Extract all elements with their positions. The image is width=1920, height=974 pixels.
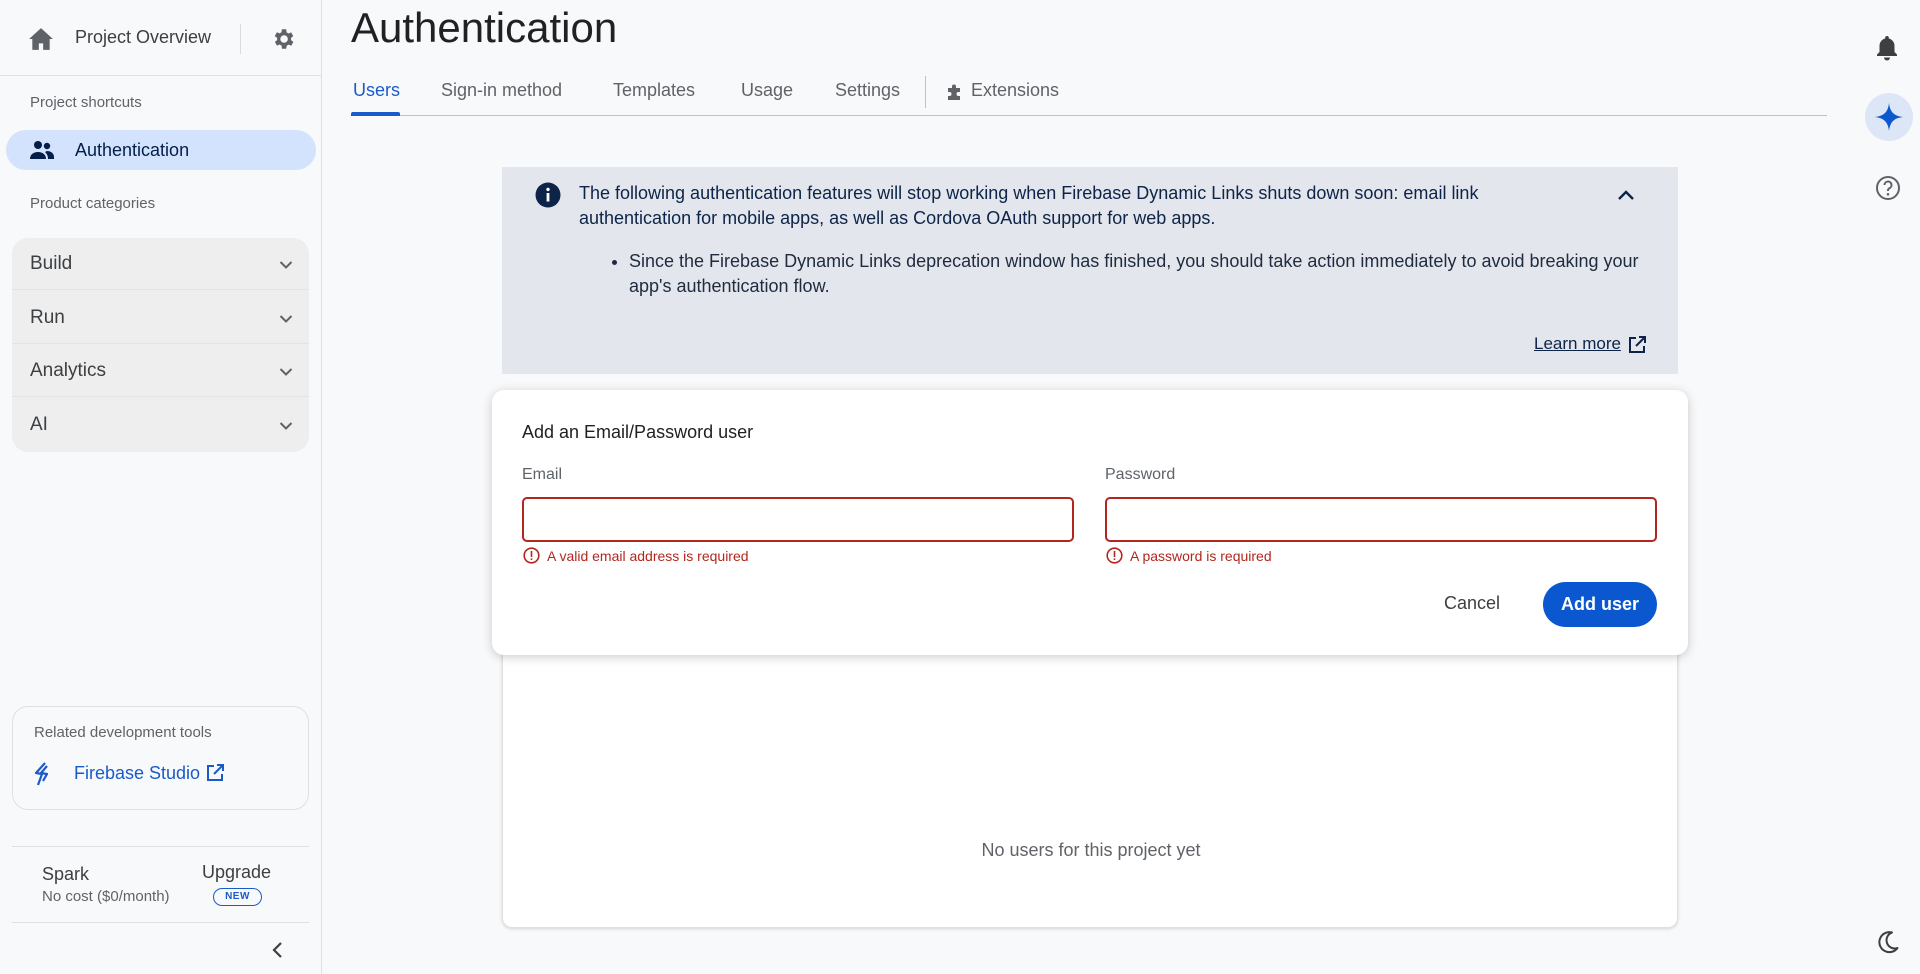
category-run[interactable]	[12, 292, 309, 344]
plan-cost: No cost ($0/month)	[42, 888, 170, 905]
tab-templates[interactable]: Templates	[613, 80, 696, 100]
tab-settings[interactable]: Settings	[835, 80, 901, 100]
tab-usage[interactable]: Usage	[741, 80, 794, 100]
tab-extensions[interactable]: Extensions	[971, 80, 1060, 100]
email-error: A valid email address is required	[547, 548, 749, 564]
chevron-down-icon	[279, 421, 293, 431]
firebase-studio-icon	[31, 761, 55, 787]
category-label: Build	[30, 253, 73, 274]
sparkle-icon[interactable]	[1873, 101, 1905, 133]
error-icon	[1106, 547, 1123, 564]
gear-icon[interactable]	[270, 26, 296, 52]
dialog-title: Add an Email/Password user	[522, 422, 754, 442]
email-label: Email	[522, 466, 563, 483]
chevron-up-icon[interactable]	[1617, 189, 1635, 201]
password-field[interactable]	[1105, 497, 1657, 542]
footer-divider	[12, 922, 309, 923]
tab-separator	[925, 76, 926, 108]
empty-state-message: No users for this project yet	[981, 840, 1201, 860]
info-icon	[535, 182, 561, 208]
category-ai[interactable]	[12, 399, 309, 451]
external-link-icon[interactable]	[1628, 336, 1646, 354]
tab-users[interactable]: Users	[353, 80, 401, 100]
cancel-button[interactable]: Cancel	[1427, 583, 1517, 623]
firebase-studio-link[interactable]: Firebase Studio	[74, 763, 201, 783]
category-label: Analytics	[30, 360, 107, 381]
moon-icon[interactable]	[1875, 929, 1901, 955]
error-icon	[523, 547, 540, 564]
add-user-button[interactable]: Add user	[1543, 582, 1657, 627]
tab-sign-in-method[interactable]: Sign-in method	[441, 80, 563, 100]
learn-more-link[interactable]: Learn more	[1534, 334, 1621, 353]
product-categories-label: Product categories	[30, 195, 156, 212]
password-label: Password	[1105, 466, 1176, 483]
related-tools-label: Related development tools	[34, 724, 212, 741]
tab-bar	[351, 76, 1827, 116]
category-build[interactable]	[12, 238, 309, 290]
project-header	[0, 0, 322, 76]
email-field[interactable]	[522, 497, 1074, 542]
plan-name: Spark	[42, 864, 90, 884]
plan-divider	[12, 846, 309, 847]
banner-bullet: • Since the Firebase Dynamic Links deprecation window has finished, you should take action immediately to avoid breaking your app's authentication flow.	[629, 249, 1659, 299]
bell-icon[interactable]	[1874, 33, 1900, 61]
category-label: AI	[30, 414, 48, 435]
project-overview-link[interactable]: Project Overview	[75, 27, 212, 47]
extensions-icon	[945, 82, 965, 102]
chevron-left-icon[interactable]	[268, 940, 288, 960]
sidebar-item-authentication[interactable]	[6, 130, 316, 170]
help-icon[interactable]	[1875, 175, 1901, 201]
deprecation-banner	[502, 167, 1678, 374]
sidebar-item-label: Authentication	[75, 140, 190, 160]
project-shortcuts-label: Project shortcuts	[30, 94, 142, 111]
right-rail	[1858, 0, 1920, 974]
new-badge: NEW	[213, 888, 262, 906]
category-list	[12, 238, 309, 452]
password-error: A password is required	[1130, 548, 1272, 564]
external-link-icon[interactable]	[206, 764, 224, 782]
users-table	[502, 630, 1678, 928]
page-title: Authentication	[351, 4, 618, 51]
people-icon	[30, 139, 54, 161]
active-tab-indicator	[351, 112, 400, 116]
chevron-down-icon	[279, 260, 293, 270]
chevron-down-icon	[279, 314, 293, 324]
upgrade-button[interactable]: Upgrade	[202, 862, 272, 882]
add-user-dialog	[492, 390, 1688, 655]
banner-list	[629, 249, 1659, 299]
chevron-down-icon	[279, 367, 293, 377]
category-label: Run	[30, 307, 65, 328]
category-analytics[interactable]	[12, 345, 309, 397]
related-tools-card	[12, 706, 309, 810]
home-icon[interactable]	[28, 27, 54, 51]
sidebar	[0, 0, 322, 974]
banner-heading: The following authentication features will stop working when Firebase Dynamic Links shuts down soon: email link authentication for mobile apps, as well as Cordova OAuth support for web apps.	[579, 183, 1479, 228]
header-divider	[240, 24, 241, 54]
